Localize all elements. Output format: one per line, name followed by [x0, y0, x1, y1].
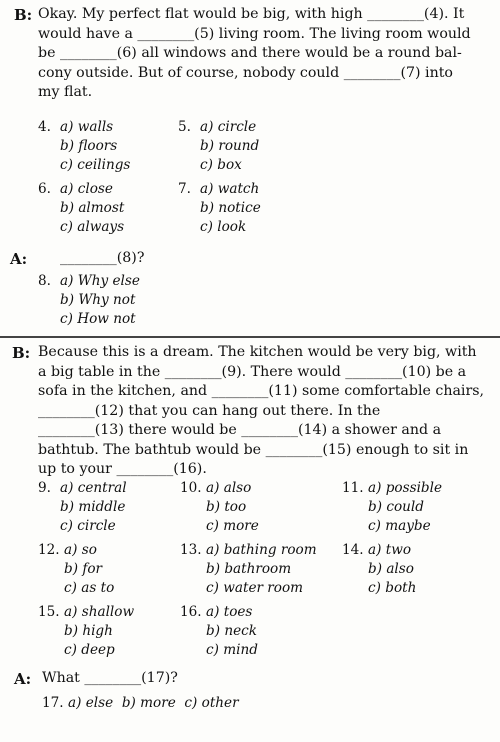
option-b: b) bathroom	[206, 561, 292, 578]
option-a: a) two	[368, 542, 412, 558]
question-number: 5.	[178, 119, 191, 135]
question-number: 8.	[38, 273, 51, 289]
paragraph-line: ________(13) there would be ________(14) a shower and a	[38, 422, 442, 438]
option-a: a) watch	[200, 181, 260, 197]
question-number: 4.	[38, 119, 51, 135]
question-6-options	[38, 180, 124, 238]
option-a: a) shallow	[64, 604, 135, 620]
question-17-options	[42, 694, 239, 713]
question-number: 10.	[180, 480, 202, 496]
paragraph-line: sofa in the kitchen, and ________(11) some comfortable chairs,	[38, 383, 485, 399]
option-b: b) middle	[60, 499, 126, 516]
question-14-options	[342, 541, 416, 599]
option-b: b) for	[64, 561, 103, 578]
paragraph-line: Okay. My perfect flat would be big, with high ________(4). It	[38, 6, 465, 22]
option-c: c) look	[200, 219, 247, 236]
speaker-a-label: A:	[14, 670, 32, 688]
option-c: c) maybe	[368, 518, 431, 535]
option-c: c) circle	[60, 518, 116, 535]
option-c: c) always	[60, 219, 125, 236]
option-a: a) central	[60, 480, 127, 496]
question-number: 7.	[178, 181, 191, 197]
question-number: 6.	[38, 181, 51, 197]
question-number: 9.	[38, 480, 51, 496]
section-divider	[0, 336, 500, 338]
option-c: c) box	[200, 157, 242, 174]
question-number: 15.	[38, 604, 60, 620]
option-b: b) Why not	[60, 292, 136, 309]
option-c: c) How not	[60, 311, 136, 328]
option-c: c) water room	[206, 580, 304, 597]
option-a: a) close	[60, 181, 113, 197]
option-c: c) as to	[64, 580, 115, 597]
paragraph-line: Because this is a dream. The kitchen would be very big, with	[38, 344, 477, 360]
option-b: b) could	[368, 499, 424, 516]
option-c: c) ceilings	[60, 157, 131, 174]
option-a: a) circle	[200, 119, 257, 135]
question-12-options	[38, 541, 114, 599]
question-number: 11.	[342, 480, 364, 496]
question-16-options	[180, 603, 258, 661]
speaker-b-label: B:	[14, 6, 33, 24]
option-a: a) Why else	[60, 273, 140, 289]
paragraph-line: up to your ________(16).	[38, 461, 207, 477]
paragraph-line: be ________(6) all windows and there would be a round bal-	[38, 45, 462, 61]
dialogue-line-8: ________(8)?	[60, 250, 145, 266]
question-8-options	[38, 272, 140, 330]
option-c: c) mind	[206, 642, 258, 659]
option-c: c) other	[184, 695, 239, 711]
question-number: 14.	[342, 542, 364, 558]
option-a: a) else	[68, 695, 114, 711]
paragraph-line: a big table in the ________(9). There would ________(10) be a	[38, 363, 467, 380]
speaker-b-label: B:	[12, 344, 31, 362]
paragraph-line: bathtub. The bathtub would be ________(15) enough to sit in	[38, 441, 469, 458]
option-c: c) deep	[64, 642, 115, 659]
dialogue-line-17: What ________(17)?	[42, 670, 178, 686]
option-a: a) possible	[368, 480, 443, 496]
option-b: b) notice	[200, 200, 261, 217]
speaker-a-label: A:	[10, 250, 28, 268]
paragraph-line: ________(12) that you can hang out there. In the	[38, 402, 381, 419]
option-a: a) bathing room	[206, 542, 317, 558]
option-a: a) toes	[206, 604, 253, 620]
option-a: a) so	[64, 542, 97, 558]
dialogue-paragraph-2	[38, 343, 488, 480]
question-7-options	[178, 180, 261, 238]
dialogue-paragraph-1	[38, 5, 488, 103]
question-number: 12.	[38, 542, 60, 558]
option-b: b) floors	[60, 138, 118, 155]
option-b: b) round	[200, 138, 260, 155]
option-b: b) high	[64, 623, 113, 640]
paragraph-line: cony outside. But of course, nobody could ________(7) into	[38, 64, 453, 81]
paragraph-line: would have a ________(5) living room. The living room would	[38, 25, 471, 42]
option-c: c) both	[368, 580, 417, 597]
question-9-options	[38, 479, 127, 537]
question-number: 13.	[180, 542, 202, 558]
question-11-options	[342, 479, 442, 537]
question-5-options	[178, 118, 259, 176]
option-a: a) walls	[60, 119, 114, 135]
option-b: b) almost	[60, 200, 125, 217]
option-c: c) more	[206, 518, 259, 535]
question-10-options	[180, 479, 259, 537]
question-15-options	[38, 603, 134, 661]
question-number: 17.	[42, 695, 64, 711]
question-13-options	[180, 541, 317, 599]
option-b: b) also	[368, 561, 414, 578]
option-b: b) too	[206, 499, 247, 516]
option-a: a) also	[206, 480, 252, 496]
question-number: 16.	[180, 604, 202, 620]
paragraph-line: my flat.	[38, 84, 93, 100]
option-b: b) more	[121, 695, 176, 711]
question-4-options	[38, 118, 130, 176]
option-b: b) neck	[206, 623, 257, 640]
